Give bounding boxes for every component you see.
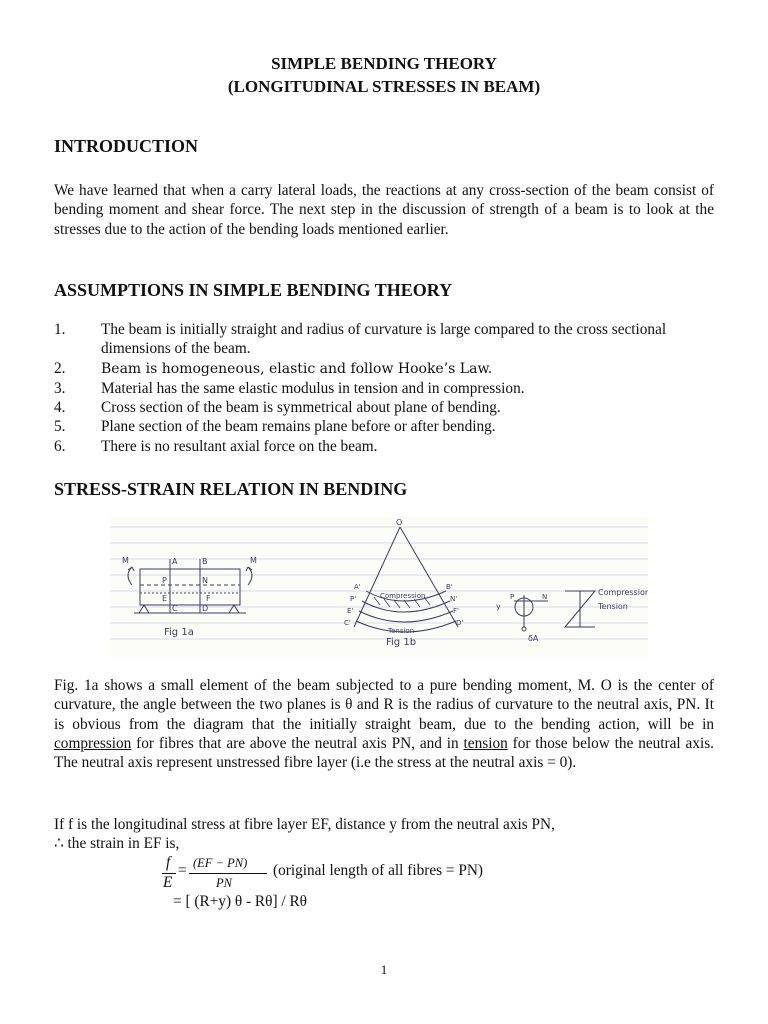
stress-strain-heading: STRESS-STRAIN RELATION IN BENDING xyxy=(54,479,408,499)
figure-svg xyxy=(110,517,648,657)
eq-rhs-denominator: PN xyxy=(216,876,232,890)
fig1b-label-a: A' xyxy=(354,583,361,591)
assumptions-heading: ASSUMPTIONS IN SIMPLE BENDING THEORY xyxy=(54,280,453,300)
assumptions-list xyxy=(54,320,714,456)
fig1b-diagram xyxy=(344,518,463,648)
assumption-item: 4. Cross section of the beam is symmetrical about plane of bending. xyxy=(54,399,501,417)
fig1a-label-m-right: M xyxy=(250,556,257,565)
eq-line-2: = [ (R+y) θ - Rθ] / Rθ xyxy=(173,893,307,910)
explanation-paragraph: Fig. 1a shows a small element of the beam subjected to a pure bending moment, M. O is the center of curvature, the angle between the two planes is θ and R is the radius of curvature to the neutral axis, PN. It is obvious from the diagram that the initially straight beam, due to the bending action, will be in compression for fibres that are above the neutral axis PN, and in tension for those below the neutral axis. The neutral axis represent unstressed fibre layer (i.e the stress at the neutral axis = 0). xyxy=(54,677,715,772)
fig1a-label-n: N xyxy=(202,576,208,585)
intro-paragraph: We have learned that when a carry lateral loads, the reactions at any cross-section of the beam consist of bending moment and shear force. The next step in the discussion of strength of a beam is to look at the stresses due to the action of the bending loads mentioned earlier. xyxy=(54,182,714,238)
fig1b-caption: Fig 1b xyxy=(386,637,417,648)
eq-frac-line-right xyxy=(189,873,267,874)
fig1b-label-o: O xyxy=(396,518,403,527)
fig1b-label-p: P' xyxy=(350,595,357,603)
assumption-item: 5. Plane section of the beam remains plane before or after bending. xyxy=(54,418,496,436)
fig1a-label-e: E xyxy=(162,594,168,603)
strain-intro-line: If f is the longitudinal stress at fibre layer EF, distance y from the neutral axis PN, xyxy=(54,816,555,833)
fig1a-label-c: C xyxy=(172,604,178,613)
eq-equals: = xyxy=(178,862,187,879)
fig1c-compression-label: Compression xyxy=(598,588,648,597)
assumption-item: 6. There is no resultant axial force on the beam. xyxy=(54,437,378,455)
fig1c-label-p: P xyxy=(510,593,515,601)
fig1c-label-y: y xyxy=(496,602,501,611)
assumption-item: 1. The beam is initially straight and radius of curvature is large compared to the cross sectional dimensions of the beam. xyxy=(54,321,667,358)
fig1a-label-b: B xyxy=(202,557,208,566)
ruled-lines xyxy=(110,527,648,639)
fig1b-label-n: N' xyxy=(450,595,458,603)
strain-intro-line-2: ∴ the strain in EF is, xyxy=(54,835,180,852)
eq-note: (original length of all fibres = PN) xyxy=(273,862,483,879)
fig1a-caption: Fig 1a xyxy=(164,627,194,638)
fig1b-compression-label: Compression xyxy=(380,592,426,600)
fig1b-tension-label: Tension xyxy=(388,627,415,635)
fig1b-label-e: E' xyxy=(347,607,354,615)
tension-term: tension xyxy=(463,734,508,752)
compression-term: compression xyxy=(54,734,132,752)
fig1a-label-a: A xyxy=(172,557,178,566)
eq-e: E xyxy=(163,874,173,891)
intro-heading: INTRODUCTION xyxy=(54,136,199,156)
fig1a-label-m-left: M xyxy=(122,556,129,565)
fig1b-label-c: C' xyxy=(344,619,351,627)
fig1c-diagram xyxy=(496,588,648,643)
fig1a-label-p: P xyxy=(162,576,167,585)
fig1b-label-d: D' xyxy=(456,619,464,627)
title-line-2: (LONGITUDINAL STRESSES IN BEAM) xyxy=(227,77,541,96)
eq-f: f xyxy=(166,854,171,871)
fig1a-label-f: F xyxy=(206,594,211,603)
eq-rhs-numerator: (EF − PN) xyxy=(193,856,248,870)
fig1a-label-d: D xyxy=(202,604,209,613)
assumption-item: 3. Material has the same elastic modulus in tension and in compression. xyxy=(54,379,525,397)
fig1b-label-b: B' xyxy=(446,583,453,591)
title-line-1: SIMPLE BENDING THEORY xyxy=(271,54,497,73)
fig1c-label-n: N xyxy=(542,593,548,601)
fig1c-tension-label: Tension xyxy=(598,602,628,611)
bending-figure xyxy=(110,517,648,657)
fig1a-diagram xyxy=(122,556,257,638)
assumption-item: 2. Beam is homogeneous, elastic and follow Hooke’s Law. xyxy=(54,359,493,377)
fig1c-label-da: δA xyxy=(528,634,539,643)
page-number: 1 xyxy=(380,962,388,977)
fig1b-label-f: F' xyxy=(453,607,459,615)
